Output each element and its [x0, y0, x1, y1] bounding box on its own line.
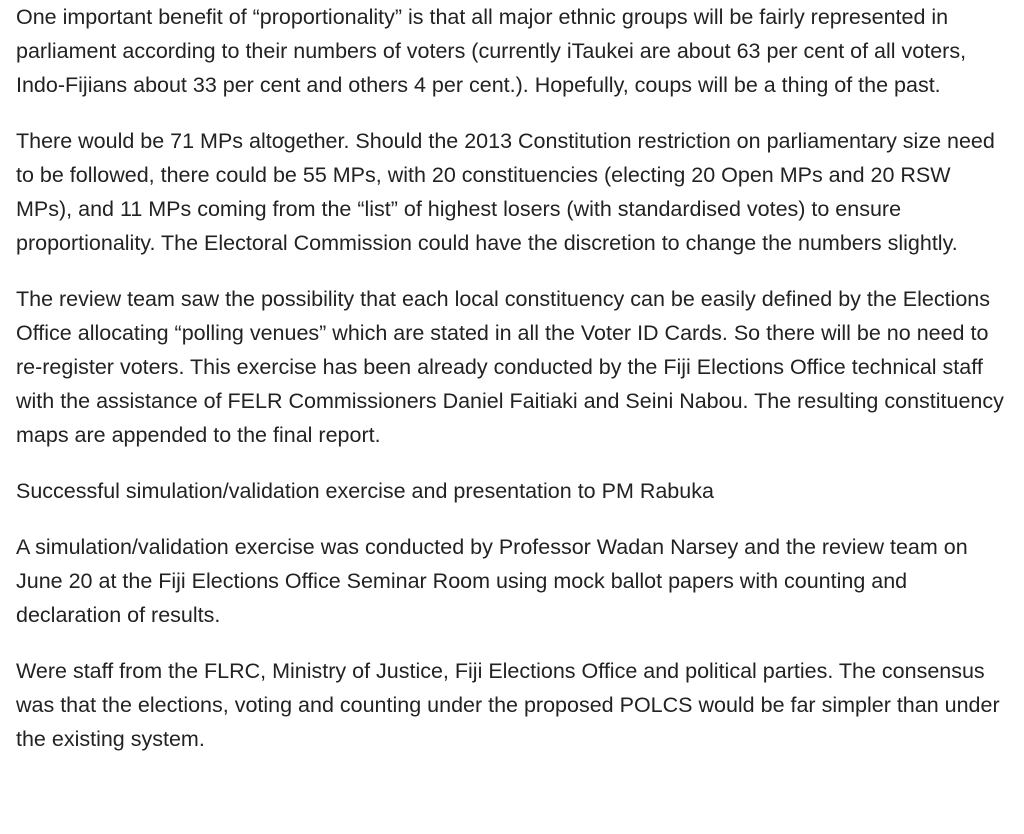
paragraph-simulation-exercise: A simulation/validation exercise was conducted by Professor Wadan Narsey and the review team on June 20 at the Fiji Elections Office Seminar Room using mock ballot papers with counting and declaration of results.: [16, 535, 968, 627]
paragraph-constituencies: The review team saw the possibility that each local constituency can be easily defined by the Elections Office allocating “polling venues” which are stated in all the Voter ID Cards. So there will be no need to re-register voters. This exercise has been already conducted by the Fiji Elections Office technical staff with the assistance of FELR Commissioners Daniel Faitiaki and Seini Nabou. The resulting constituency maps are appended to the final report.: [16, 287, 1004, 447]
section-heading-simulation: Successful simulation/validation exercise and presentation to PM Rabuka: [16, 479, 714, 503]
article-body: [16, 0, 1006, 778]
paragraph-proportionality: One important benefit of “proportionality” is that all major ethnic groups will be fairly represented in parliament according to their numbers of voters (currently iTaukei are about 63 per cent of all voters, Indo-Fijians about 33 per cent and others 4 per cent.). Hopefully, coups will be a thing of the past.: [16, 5, 967, 97]
paragraph-mp-numbers: There would be 71 MPs altogether. Should the 2013 Constitution restriction on parliamentary size need to be followed, there could be 55 MPs, with 20 constituencies (electing 20 Open MPs and 20 RSW MPs), and 11 MPs coming from the “list” of highest losers (with standardised votes) to ensure proportionality. The Electoral Commission could have the discretion to change the numbers slightly.: [16, 129, 995, 255]
paragraph-consensus: Were staff from the FLRC, Ministry of Justice, Fiji Elections Office and political parties. The consensus was that the elections, voting and counting under the proposed POLCS would be far simpler than under the existing system.: [16, 659, 1000, 751]
